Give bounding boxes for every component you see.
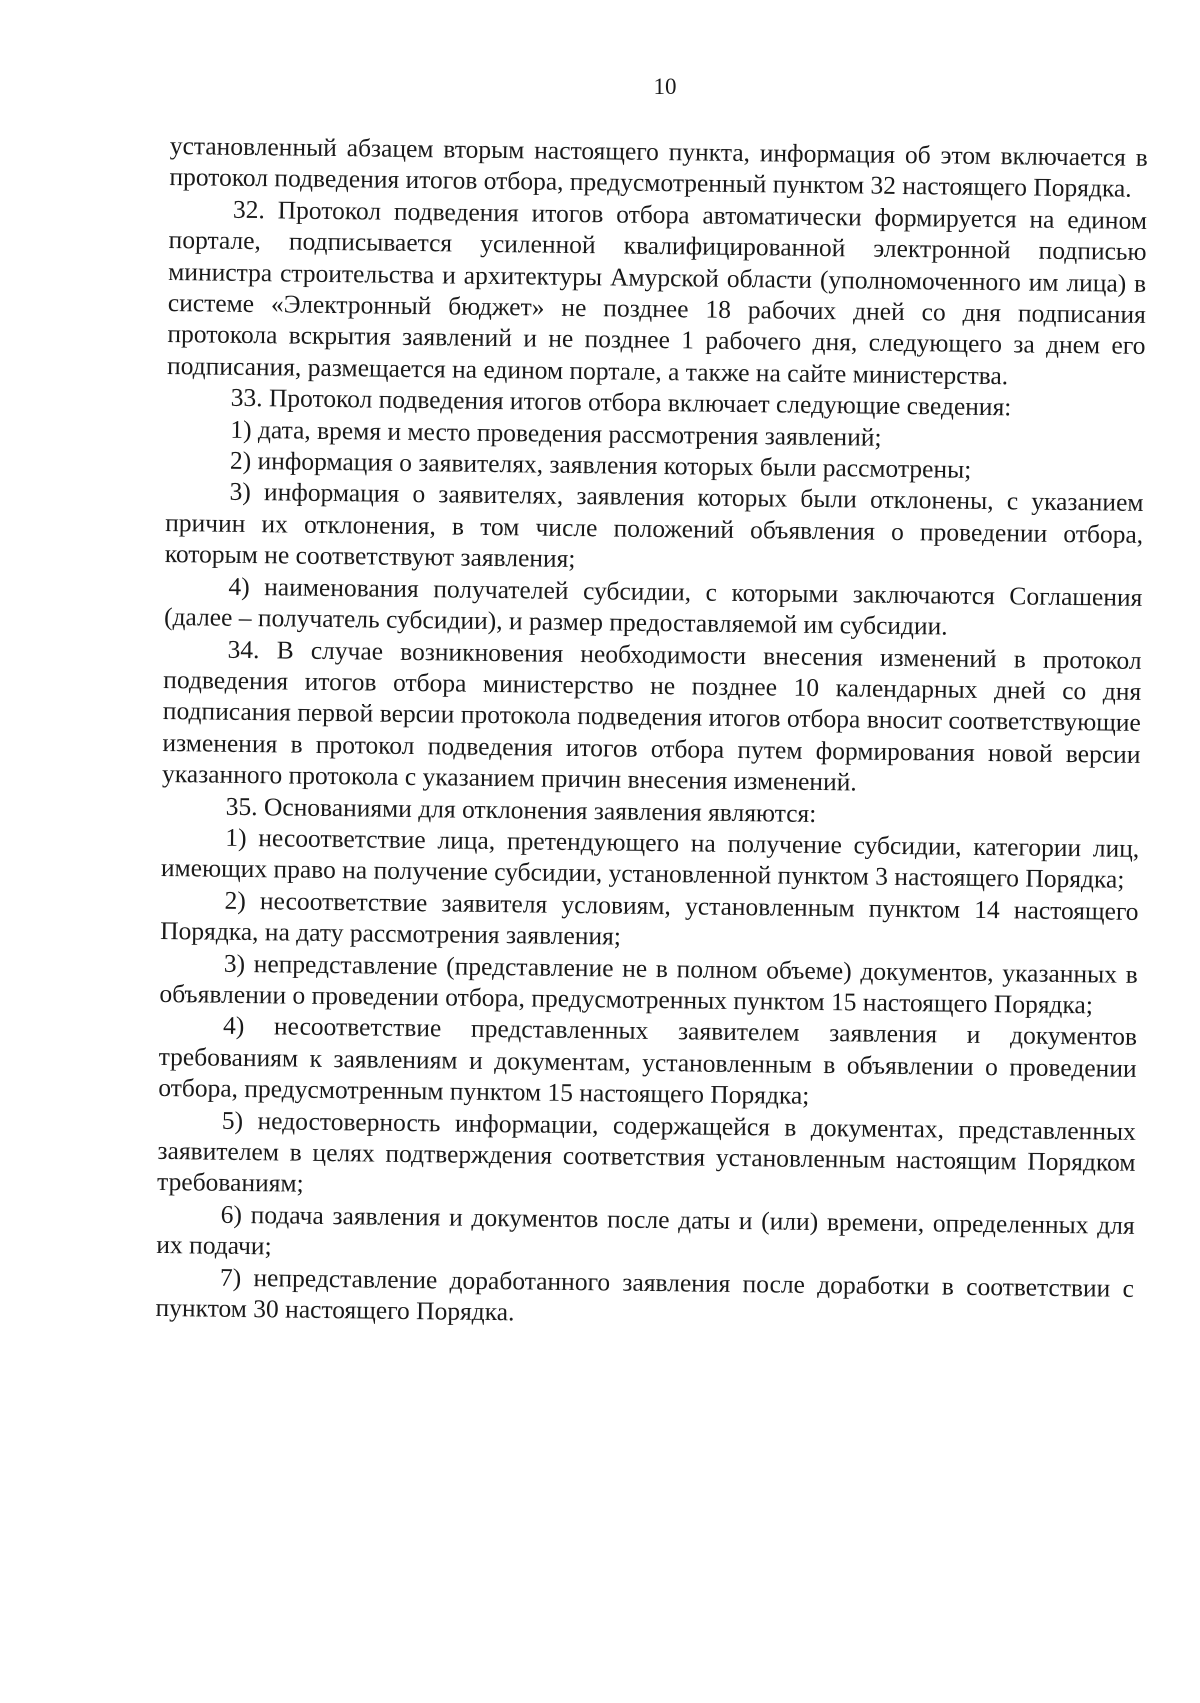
paragraph-item-33: 33. Протокол подведения итогов отбора включает следующие сведения: — [230, 383, 1012, 422]
page-number: 10 — [653, 74, 677, 99]
paragraph-35-subitem-1: 1) несоответствие лица, претендующего на получение субсидии, категории лиц, имеющих право на получение субсидии, установленной пунктом 3 настоящего Порядка; — [160, 822, 1140, 895]
paragraph-item-35: 35. Основаниями для отклонения заявления являются: — [225, 791, 817, 828]
paragraph-item-32: 32. Протокол подведения итогов отбора автоматически формируется на едином портале, подписывается усиленной квалифицированной электронной подписью министра строительства и архитектуры Амурской области (уполномоченного им лица) в системе «Электронный бюджет» не позднее 18 рабочих дней со дня подписания протокола вскрытия заявлений и не позднее 1 рабочего дня, следующего за днем его подписания, размещается на едином портале, а также на сайте министерства. — [166, 194, 1148, 391]
paragraph-35-subitem-6: 6) подача заявления и документов после даты и (или) времени, определенных для их подачи; — [156, 1199, 1135, 1261]
paragraph-continuation: установленный абзацем вторым настоящего пункта, информация об этом включается в протокол подведения итогов отбора, предусмотренный пунктом 32 настоящего Порядка. — [169, 130, 1148, 204]
paragraph-item-34: 34. В случае возникновения необходимости внесения изменений в протокол подведения итогов отбора министерство не позднее 10 календарных дней со дня подписания первой версии протокола подведения итогов отбора вносит соответствующие изменения в протокол подведения итогов отбора путем формирования новой версии указанного протокола с указанием причин внесения изменений. — [161, 634, 1142, 797]
paragraph-35-subitem-4: 4) несоответствие представленных заявителем заявления и документов требованиям к заявлениям и документам, установленным в объявлении о проведении отбора, предусмотренным пунктом 15 настоящего Порядка; — [158, 1011, 1138, 1111]
paragraph-33-subitem-4: 4) наименования получателей субсидии, с которыми заключаются Соглашения (далее – получатель субсидии), и размер предоставляемой им субсидии. — [163, 571, 1143, 641]
paragraph-35-subitem-7: 7) непредставление доработанного заявления после доработки в соответствии с пунктом 30 настоящего Порядка. — [155, 1262, 1135, 1327]
document-body — [155, 130, 1148, 1335]
paragraph-33-subitem-1: 1) дата, время и место проведения рассмотрения заявлений; — [230, 414, 882, 452]
paragraph-35-subitem-2: 2) несоответствие заявителя условиям, установленным пунктом 14 настоящего Порядка, на дату рассмотрения заявления; — [160, 885, 1139, 951]
paragraph-35-subitem-3: 3) непредставление (представление не в полном объеме) документов, указанных в объявлении о проведении отбора, предусмотренных пунктом 15 настоящего Порядка; — [159, 948, 1138, 1020]
paragraph-33-subitem-2: 2) информация о заявителях, заявления которых были рассмотрены; — [229, 445, 972, 484]
paragraph-35-subitem-5: 5) недостоверность информации, содержащейся в документах, представленных заявителем в целях подтверждения соответствия установленным настоящим Порядком требованиям; — [156, 1105, 1137, 1199]
paragraph-33-subitem-3: 3) информация о заявителях, заявления которых были отклонены, с указанием причин их отклонения, в том числе положений объявления о проведении отбора, которым не соответствуют заявления; — [164, 477, 1144, 574]
